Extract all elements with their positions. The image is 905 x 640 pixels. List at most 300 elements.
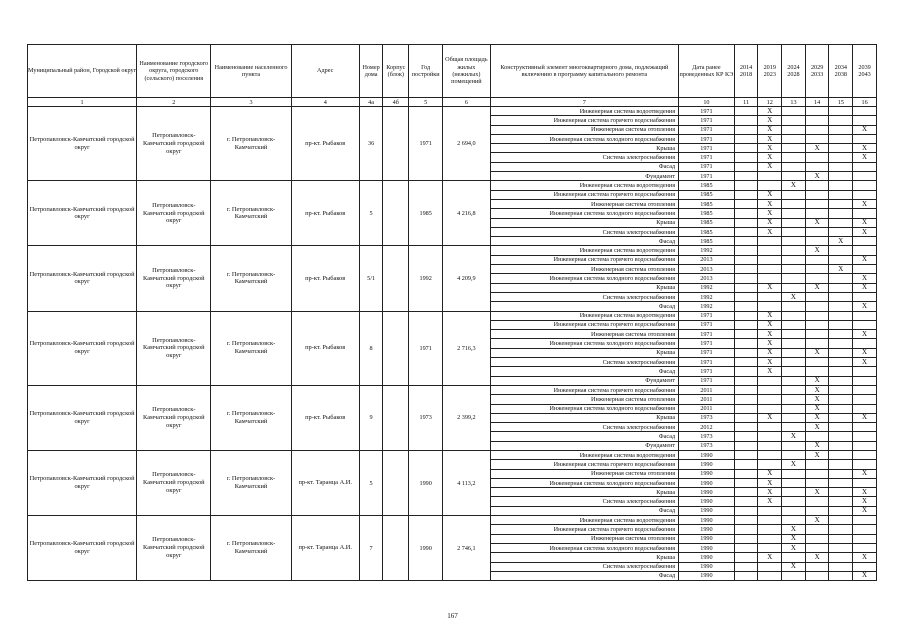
- element-cell: Фасад: [490, 162, 679, 171]
- period-mark-cell: X: [782, 525, 806, 534]
- period-mark-cell: [829, 125, 853, 134]
- period-mark-cell: [734, 376, 758, 385]
- period-mark-cell: [805, 237, 829, 246]
- period-mark-cell: [734, 107, 758, 116]
- period-mark-cell: [782, 199, 806, 208]
- column-number: 4а: [359, 98, 383, 107]
- period-mark-cell: [782, 469, 806, 478]
- period-mark-cell: [782, 385, 806, 394]
- period-mark-cell: [829, 274, 853, 283]
- period-mark-cell: [853, 311, 877, 320]
- period-mark-cell: X: [853, 348, 877, 357]
- element-cell: Инженерная система отопления: [490, 469, 679, 478]
- period-mark-cell: [758, 385, 782, 394]
- period-mark-cell: [782, 404, 806, 413]
- period-mark-cell: [829, 488, 853, 497]
- prev-repair-date-cell: 1990: [679, 562, 735, 571]
- period-mark-cell: X: [805, 172, 829, 181]
- prev-repair-date-cell: 1990: [679, 469, 735, 478]
- period-mark-cell: X: [853, 506, 877, 515]
- column-number: 1: [28, 98, 137, 107]
- settlement-cell: Петропавловск-Камчатский городской округ: [137, 516, 211, 581]
- period-mark-cell: [829, 311, 853, 320]
- locality-cell: г. Петропавловск-Камчатский: [211, 246, 291, 311]
- period-mark-cell: [758, 543, 782, 552]
- period-mark-cell: [782, 367, 806, 376]
- period-mark-cell: [758, 516, 782, 525]
- period-mark-cell: [758, 246, 782, 255]
- period-mark-cell: X: [805, 395, 829, 404]
- period-mark-cell: [782, 395, 806, 404]
- period-mark-cell: [853, 395, 877, 404]
- column-number: 10: [679, 98, 735, 107]
- period-mark-cell: [829, 395, 853, 404]
- period-mark-cell: [734, 283, 758, 292]
- prev-repair-date-cell: 1990: [679, 543, 735, 552]
- prev-repair-date-cell: 1990: [679, 506, 735, 515]
- column-number: 13: [782, 98, 806, 107]
- column-number: 4б: [383, 98, 409, 107]
- page-number: 167: [447, 612, 458, 620]
- period-mark-cell: [829, 330, 853, 339]
- element-cell: Крыша: [490, 413, 679, 422]
- period-mark-cell: [734, 218, 758, 227]
- period-mark-cell: [853, 534, 877, 543]
- prev-repair-date-cell: 1992: [679, 302, 735, 311]
- period-mark-cell: X: [782, 460, 806, 469]
- period-mark-cell: [734, 488, 758, 497]
- period-mark-cell: [734, 385, 758, 394]
- element-cell: Инженерная система отопления: [490, 534, 679, 543]
- period-mark-cell: X: [758, 413, 782, 422]
- element-cell: Система электроснабжения: [490, 227, 679, 236]
- period-mark-cell: [805, 125, 829, 134]
- period-mark-cell: [829, 571, 853, 580]
- period-mark-cell: [853, 237, 877, 246]
- period-mark-cell: [758, 423, 782, 432]
- period-mark-cell: [805, 199, 829, 208]
- column-number: 5: [409, 98, 443, 107]
- period-mark-cell: [805, 265, 829, 274]
- column-number: 15: [829, 98, 853, 107]
- table-row: [28, 385, 877, 394]
- settlement-cell: Петропавловск-Камчатский городской округ: [137, 450, 211, 515]
- period-mark-cell: [829, 283, 853, 292]
- period-mark-cell: [853, 209, 877, 218]
- period-mark-cell: [758, 525, 782, 534]
- period-mark-cell: [734, 292, 758, 301]
- period-mark-cell: X: [805, 246, 829, 255]
- element-cell: Система электроснабжения: [490, 562, 679, 571]
- house-number-cell: 5: [359, 450, 383, 515]
- element-cell: Инженерная система водоотведения: [490, 450, 679, 459]
- period-mark-cell: [782, 283, 806, 292]
- period-mark-cell: [782, 218, 806, 227]
- period-mark-cell: X: [805, 283, 829, 292]
- column-number: 4: [291, 98, 359, 107]
- district-cell: Петропавловск-Камчатский городской округ: [28, 516, 137, 581]
- period-mark-cell: X: [758, 497, 782, 506]
- period-mark-cell: [853, 432, 877, 441]
- period-mark-cell: [734, 534, 758, 543]
- period-mark-cell: [853, 265, 877, 274]
- header-element: Конструктивный элемент многоквартирного дома, подлежащий включению в программу капитального ремонта: [490, 45, 679, 98]
- prev-repair-date-cell: 1985: [679, 199, 735, 208]
- period-mark-cell: [829, 358, 853, 367]
- prev-repair-date-cell: 1990: [679, 571, 735, 580]
- year-cell: 1990: [409, 516, 443, 581]
- column-number: 7: [490, 98, 679, 107]
- period-mark-cell: [829, 553, 853, 562]
- table-row: [28, 311, 877, 320]
- period-mark-cell: [758, 395, 782, 404]
- district-cell: Петропавловск-Камчатский городской округ: [28, 385, 137, 450]
- period-mark-cell: X: [853, 413, 877, 422]
- period-mark-cell: [758, 571, 782, 580]
- prev-repair-date-cell: 2013: [679, 255, 735, 264]
- element-cell: Инженерная система холодного водоснабжения: [490, 543, 679, 552]
- period-mark-cell: [829, 172, 853, 181]
- period-mark-cell: X: [805, 348, 829, 357]
- house-number-cell: 5/1: [359, 246, 383, 311]
- prev-repair-date-cell: 1992: [679, 283, 735, 292]
- period-mark-cell: [853, 543, 877, 552]
- street-cell: пр-кт. Рыбаков: [291, 385, 359, 450]
- period-mark-cell: [805, 162, 829, 171]
- year-cell: 1971: [409, 311, 443, 385]
- header-prev-repair-date: Дата ранее проведенных КР КЭ: [679, 45, 735, 98]
- period-mark-cell: X: [853, 125, 877, 134]
- period-mark-cell: [805, 534, 829, 543]
- period-mark-cell: X: [758, 339, 782, 348]
- element-cell: Крыша: [490, 553, 679, 562]
- period-mark-cell: X: [758, 199, 782, 208]
- period-mark-cell: [734, 478, 758, 487]
- period-mark-cell: [782, 162, 806, 171]
- element-cell: Инженерная система отопления: [490, 265, 679, 274]
- period-mark-cell: [805, 209, 829, 218]
- period-mark-cell: [829, 478, 853, 487]
- element-cell: Крыша: [490, 348, 679, 357]
- district-cell: Петропавловск-Камчатский городской округ: [28, 107, 137, 181]
- period-mark-cell: [829, 376, 853, 385]
- period-mark-cell: [758, 562, 782, 571]
- period-mark-cell: X: [805, 404, 829, 413]
- period-mark-cell: [758, 255, 782, 264]
- element-cell: Фасад: [490, 237, 679, 246]
- period-mark-cell: [853, 367, 877, 376]
- area-cell: 4 209,9: [443, 246, 490, 311]
- period-mark-cell: [829, 506, 853, 515]
- prev-repair-date-cell: 1985: [679, 190, 735, 199]
- element-cell: Крыша: [490, 144, 679, 153]
- element-cell: Инженерная система отопления: [490, 199, 679, 208]
- prev-repair-date-cell: 1971: [679, 153, 735, 162]
- area-cell: 4 113,2: [443, 450, 490, 515]
- period-mark-cell: [734, 246, 758, 255]
- prev-repair-date-cell: 1971: [679, 339, 735, 348]
- period-mark-cell: [758, 237, 782, 246]
- period-mark-cell: [805, 292, 829, 301]
- period-mark-cell: [805, 227, 829, 236]
- area-cell: 2 694,0: [443, 107, 490, 181]
- period-mark-cell: [805, 181, 829, 190]
- period-mark-cell: [758, 432, 782, 441]
- element-cell: Инженерная система холодного водоснабжения: [490, 209, 679, 218]
- period-mark-cell: X: [758, 218, 782, 227]
- period-mark-cell: [782, 413, 806, 422]
- element-cell: Система электроснабжения: [490, 153, 679, 162]
- period-mark-cell: X: [805, 385, 829, 394]
- prev-repair-date-cell: 1971: [679, 144, 735, 153]
- period-mark-cell: [782, 450, 806, 459]
- period-mark-cell: [853, 376, 877, 385]
- period-mark-cell: X: [853, 571, 877, 580]
- period-mark-cell: X: [853, 218, 877, 227]
- prev-repair-date-cell: 2012: [679, 423, 735, 432]
- column-number-row: [28, 98, 877, 107]
- period-mark-cell: X: [805, 413, 829, 422]
- period-mark-cell: [758, 534, 782, 543]
- period-mark-cell: X: [758, 107, 782, 116]
- element-cell: Система электроснабжения: [490, 358, 679, 367]
- period-mark-cell: [782, 320, 806, 329]
- period-mark-cell: [829, 190, 853, 199]
- element-cell: Инженерная система холодного водоснабжения: [490, 134, 679, 143]
- period-mark-cell: X: [853, 153, 877, 162]
- period-mark-cell: [734, 134, 758, 143]
- period-mark-cell: X: [853, 330, 877, 339]
- period-mark-cell: [782, 116, 806, 125]
- header-period-2039: 2039 2043: [853, 45, 877, 98]
- header-area: Общая площадь жилых (нежилых) помещений: [443, 45, 490, 98]
- period-mark-cell: X: [782, 181, 806, 190]
- prev-repair-date-cell: 1985: [679, 227, 735, 236]
- period-mark-cell: [805, 543, 829, 552]
- period-mark-cell: [782, 125, 806, 134]
- period-mark-cell: [782, 227, 806, 236]
- header-period-2019: 2019 2023: [758, 45, 782, 98]
- period-mark-cell: X: [782, 292, 806, 301]
- period-mark-cell: X: [829, 265, 853, 274]
- period-mark-cell: [734, 153, 758, 162]
- period-mark-cell: [782, 237, 806, 246]
- prev-repair-date-cell: 1990: [679, 525, 735, 534]
- period-mark-cell: [782, 441, 806, 450]
- period-mark-cell: [829, 423, 853, 432]
- table-row: [28, 181, 877, 190]
- period-mark-cell: [853, 134, 877, 143]
- period-mark-cell: [829, 209, 853, 218]
- period-mark-cell: [829, 292, 853, 301]
- element-cell: Инженерная система водоотведения: [490, 311, 679, 320]
- period-mark-cell: [805, 506, 829, 515]
- period-mark-cell: [805, 134, 829, 143]
- settlement-cell: Петропавловск-Камчатский городской округ: [137, 385, 211, 450]
- element-cell: Инженерная система водоотведения: [490, 181, 679, 190]
- column-number: 11: [734, 98, 758, 107]
- settlement-cell: Петропавловск-Камчатский городской округ: [137, 311, 211, 385]
- element-cell: Фасад: [490, 432, 679, 441]
- period-mark-cell: [829, 562, 853, 571]
- period-mark-cell: [805, 190, 829, 199]
- period-mark-cell: X: [758, 469, 782, 478]
- element-cell: Инженерная система горячего водоснабжения: [490, 116, 679, 125]
- period-mark-cell: [853, 107, 877, 116]
- period-mark-cell: [829, 302, 853, 311]
- period-mark-cell: [734, 172, 758, 181]
- period-mark-cell: [734, 125, 758, 134]
- prev-repair-date-cell: 1971: [679, 172, 735, 181]
- locality-cell: г. Петропавловск-Камчатский: [211, 181, 291, 246]
- element-cell: Система электроснабжения: [490, 423, 679, 432]
- prev-repair-date-cell: 1971: [679, 125, 735, 134]
- prev-repair-date-cell: 2011: [679, 385, 735, 394]
- prev-repair-date-cell: 1990: [679, 516, 735, 525]
- period-mark-cell: [758, 404, 782, 413]
- period-mark-cell: [853, 423, 877, 432]
- period-mark-cell: X: [853, 469, 877, 478]
- settlement-cell: Петропавловск-Камчатский городской округ: [137, 181, 211, 246]
- prev-repair-date-cell: 1971: [679, 348, 735, 357]
- area-cell: 2 746,1: [443, 516, 490, 581]
- period-mark-cell: [829, 404, 853, 413]
- prev-repair-date-cell: 2011: [679, 404, 735, 413]
- period-mark-cell: X: [853, 144, 877, 153]
- prev-repair-date-cell: 1973: [679, 432, 735, 441]
- element-cell: Инженерная система холодного водоснабжения: [490, 274, 679, 283]
- element-cell: Фасад: [490, 367, 679, 376]
- period-mark-cell: [853, 441, 877, 450]
- period-mark-cell: [734, 506, 758, 515]
- period-mark-cell: [734, 330, 758, 339]
- header-locality: Наименование населенного пункта: [211, 45, 291, 98]
- period-mark-cell: [734, 116, 758, 125]
- period-mark-cell: [829, 469, 853, 478]
- block-cell: [383, 385, 409, 450]
- period-mark-cell: [758, 376, 782, 385]
- year-cell: 1990: [409, 450, 443, 515]
- column-number: 14: [805, 98, 829, 107]
- house-number-cell: 36: [359, 107, 383, 181]
- period-mark-cell: [829, 450, 853, 459]
- period-mark-cell: [782, 553, 806, 562]
- period-mark-cell: [829, 255, 853, 264]
- period-mark-cell: [782, 488, 806, 497]
- period-mark-cell: [829, 413, 853, 422]
- house-number-cell: 8: [359, 311, 383, 385]
- period-mark-cell: [805, 302, 829, 311]
- prev-repair-date-cell: 1990: [679, 553, 735, 562]
- prev-repair-date-cell: 1971: [679, 311, 735, 320]
- prev-repair-date-cell: 1985: [679, 218, 735, 227]
- period-mark-cell: [758, 181, 782, 190]
- period-mark-cell: [758, 265, 782, 274]
- prev-repair-date-cell: 1971: [679, 330, 735, 339]
- period-mark-cell: [829, 199, 853, 208]
- period-mark-cell: [853, 385, 877, 394]
- column-number: 12: [758, 98, 782, 107]
- period-mark-cell: [853, 562, 877, 571]
- period-mark-cell: [805, 116, 829, 125]
- street-cell: пр-кт. Таранца А.И.: [291, 516, 359, 581]
- period-mark-cell: [782, 302, 806, 311]
- period-mark-cell: [853, 450, 877, 459]
- period-mark-cell: [734, 571, 758, 580]
- element-cell: Крыша: [490, 488, 679, 497]
- prev-repair-date-cell: 1973: [679, 441, 735, 450]
- locality-cell: г. Петропавловск-Камчатский: [211, 516, 291, 581]
- house-number-cell: 5: [359, 181, 383, 246]
- table-row: [28, 107, 877, 116]
- period-mark-cell: [782, 255, 806, 264]
- element-cell: Система электроснабжения: [490, 497, 679, 506]
- period-mark-cell: [758, 302, 782, 311]
- period-mark-cell: [805, 320, 829, 329]
- period-mark-cell: [734, 423, 758, 432]
- prev-repair-date-cell: 2013: [679, 274, 735, 283]
- period-mark-cell: [782, 330, 806, 339]
- period-mark-cell: X: [758, 125, 782, 134]
- period-mark-cell: X: [853, 497, 877, 506]
- period-mark-cell: X: [853, 199, 877, 208]
- period-mark-cell: [734, 190, 758, 199]
- district-cell: Петропавловск-Камчатский городской округ: [28, 450, 137, 515]
- element-cell: Инженерная система отопления: [490, 395, 679, 404]
- element-cell: Фасад: [490, 506, 679, 515]
- period-mark-cell: [805, 497, 829, 506]
- period-mark-cell: [782, 144, 806, 153]
- period-mark-cell: [758, 460, 782, 469]
- period-mark-cell: [853, 292, 877, 301]
- period-mark-cell: [782, 311, 806, 320]
- element-cell: Инженерная система горячего водоснабжения: [490, 320, 679, 329]
- period-mark-cell: [829, 153, 853, 162]
- period-mark-cell: X: [853, 274, 877, 283]
- prev-repair-date-cell: 1992: [679, 292, 735, 301]
- prev-repair-date-cell: 1990: [679, 478, 735, 487]
- period-mark-cell: X: [758, 478, 782, 487]
- period-mark-cell: [782, 246, 806, 255]
- period-mark-cell: [805, 311, 829, 320]
- area-cell: 4 216,8: [443, 181, 490, 246]
- district-cell: Петропавловск-Камчатский городской округ: [28, 181, 137, 246]
- period-mark-cell: [734, 413, 758, 422]
- period-mark-cell: X: [853, 488, 877, 497]
- table-row: [28, 516, 877, 525]
- period-mark-cell: X: [758, 162, 782, 171]
- period-mark-cell: [853, 339, 877, 348]
- year-cell: 1971: [409, 107, 443, 181]
- period-mark-cell: X: [853, 553, 877, 562]
- prev-repair-date-cell: 1971: [679, 107, 735, 116]
- element-cell: Фасад: [490, 302, 679, 311]
- element-cell: Фасад: [490, 571, 679, 580]
- period-mark-cell: X: [758, 227, 782, 236]
- period-mark-cell: [805, 274, 829, 283]
- locality-cell: г. Петропавловск-Камчатский: [211, 107, 291, 181]
- period-mark-cell: X: [758, 311, 782, 320]
- period-mark-cell: X: [758, 367, 782, 376]
- period-mark-cell: [734, 199, 758, 208]
- period-mark-cell: [734, 516, 758, 525]
- period-mark-cell: [853, 525, 877, 534]
- period-mark-cell: X: [758, 153, 782, 162]
- period-mark-cell: [829, 107, 853, 116]
- prev-repair-date-cell: 1971: [679, 367, 735, 376]
- period-mark-cell: [782, 339, 806, 348]
- column-number: 3: [211, 98, 291, 107]
